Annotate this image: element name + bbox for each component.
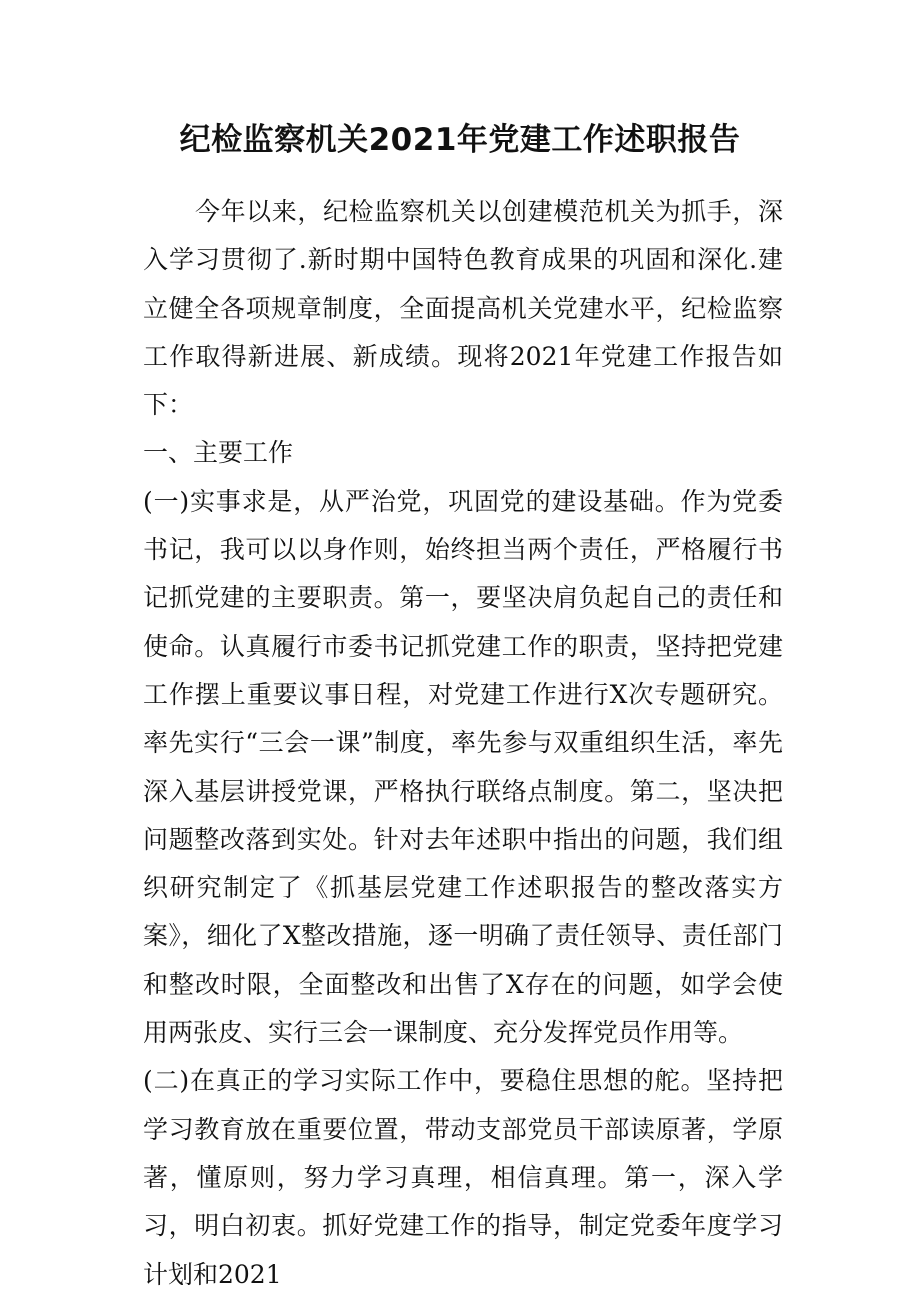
- subsection-paragraph-2: (二)在真正的学习实际工作中，要稳住思想的舵。坚持把学习教育放在重要位置，带动支部党员干部读原著，学原著，懂原则，努力学习真理，相信真理。第一，深入学习，明白初衷。抓好党建工作的指导，制定党委年度学习计划和2021: [143, 1066, 783, 1289]
- document-body: [143, 188, 783, 1299]
- section-heading-main-work: 一、主要工作: [143, 438, 294, 468]
- document-title: 纪检监察机关2021年党建工作述职报告: [179, 122, 741, 158]
- intro-paragraph: 今年以来，纪检监察机关以创建模范机关为抓手，深入学习贯彻了.新时期中国特色教育成果的巩固和深化.建立健全各项规章制度，全面提高机关党建水平，纪检监察工作取得新进展、新成绩。现将2021年党建工作报告如下：: [143, 197, 783, 420]
- subsection-paragraph-1: (一)实事求是，从严治党，巩固党的建设基础。作为党委书记，我可以以身作则，始终担当两个责任，严格履行书记抓党建的主要职责。第一，要坚决肩负起自己的责任和使命。认真履行市委书记抓党建工作的职责，坚持把党建工作摆上重要议事日程，对党建工作进行X次专题研究。率先实行“三会一课”制度，率先参与双重组织生活，率先深入基层讲授党课，严格执行联络点制度。第二，坚决把问题整改落到实处。针对去年述职中指出的问题，我们组织研究制定了《抓基层党建工作述职报告的整改落实方案》，细化了X整改措施，逐一明确了责任领导、责任部门和整改时限，全面整改和出售了X存在的问题，如学会使用两张皮、实行三会一课制度、充分发挥党员作用等。: [143, 486, 783, 1048]
